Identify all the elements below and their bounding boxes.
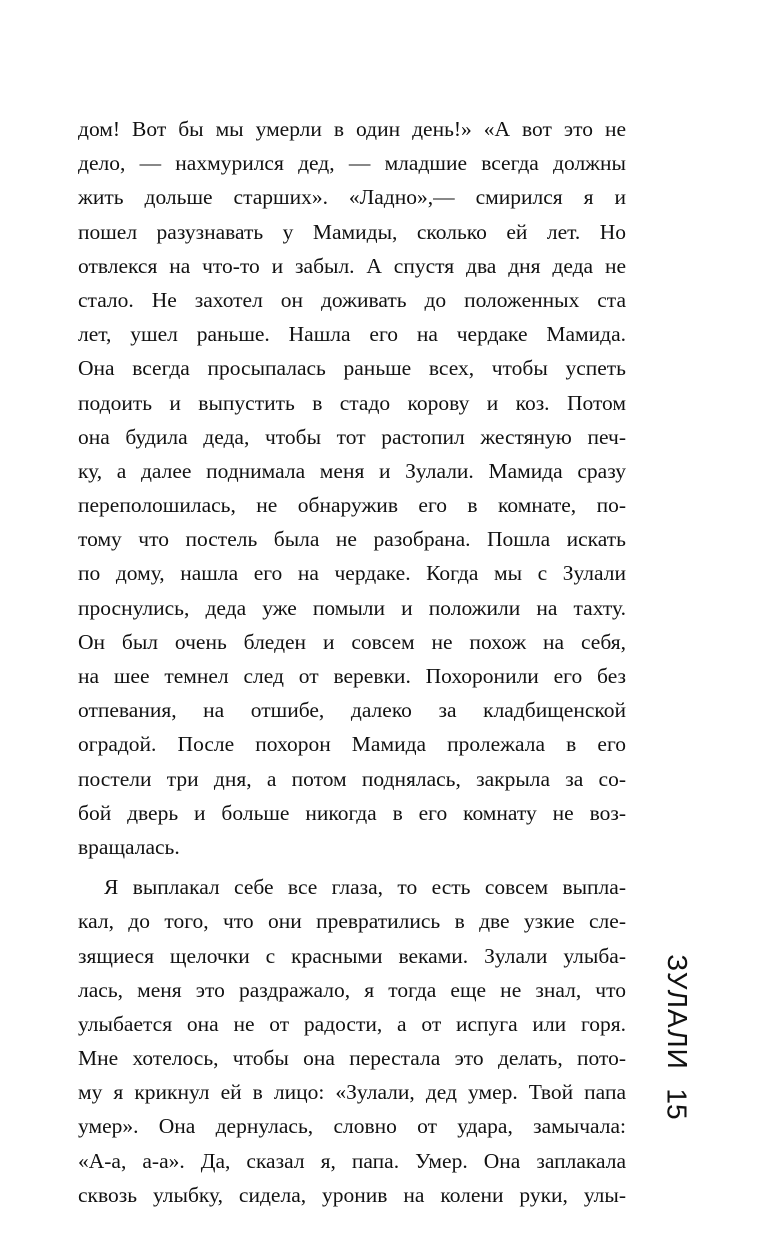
- page-number-text: 15: [662, 1088, 693, 1120]
- text-line: дом! Вот бы мы умерли в один день!» «А вот это не: [78, 117, 626, 141]
- text-line: отвлекся на что-то и забыл. А спустя два дня деда не: [78, 253, 626, 278]
- running-title: [652, 954, 702, 1070]
- text-line: тому что постель была не разобрана. Пошла искать: [78, 527, 626, 552]
- text-line: на шее темнел след от веревки. Похоронили его без: [78, 664, 626, 688]
- text-line: сквозь улыбку, сидела, уронив на колени руки, улы-: [78, 1182, 626, 1207]
- text-line: Он был очень бледен и совсем не похож на себя,: [78, 629, 626, 654]
- text-line: проснулись, деда уже помыли и положили на тахту.: [78, 595, 626, 620]
- text-line: кал, до того, что они превратились в две узкие сле-: [78, 909, 626, 934]
- text-line: дело, — нахмурился дед, — младшие всегда должны: [78, 151, 626, 176]
- body-text: [78, 112, 626, 1212]
- text-line: Я выплакал себе все глаза, то есть совсем выпла-: [104, 875, 626, 900]
- text-line: отпевания, на отшибе, далеко за кладбищенской: [78, 698, 626, 723]
- text-line: ку, а далее поднимала меня и Зулали. Мамида сразу: [78, 458, 626, 483]
- text-line: зящиеся щелочки с красными веками. Зулали улыба-: [78, 943, 626, 968]
- text-line: стало. Не захотел он доживать до положенных ста: [78, 287, 626, 312]
- text-line: переполошилась, не обнаружив его в комнате, по-: [78, 493, 626, 518]
- text-line: лась, меня это раздражало, я тогда еще не знал, что: [78, 977, 626, 1002]
- text-line: му я крикнул ей в лицо: «Зулали, дед умер. Твой папа: [78, 1080, 626, 1105]
- text-line: Мне хотелось, чтобы она перестала это делать, пото-: [78, 1046, 626, 1071]
- page-number: [652, 1074, 702, 1134]
- text-line: оградой. После похорон Мамида пролежала в его: [78, 732, 626, 757]
- text-line: лет, ушел раньше. Нашла его на чердаке Мамида.: [78, 322, 626, 347]
- text-line: постели три дня, а потом поднялась, закрыла за со-: [78, 766, 626, 791]
- text-line: пошел разузнавать у Мамиды, сколько ей лет. Но: [78, 219, 626, 244]
- text-line: подоить и выпустить в стадо корову и коз. Потом: [78, 390, 626, 415]
- text-line: она будила деда, чтобы тот растопил жестяную печ-: [78, 424, 626, 449]
- text-line: Она всегда просыпалась раньше всех, чтобы успеть: [78, 356, 626, 381]
- text-line: улыбается она не от радости, а от испуга или горя.: [78, 1011, 626, 1036]
- paragraph-2: [78, 870, 626, 1212]
- text-line: «А-а, а-а». Да, сказал я, папа. Умер. Она заплакала: [78, 1148, 626, 1173]
- text-line: вращалась.: [78, 834, 180, 859]
- running-title-text: ЗУЛАЛИ: [662, 954, 693, 1070]
- text-line: бой дверь и больше никогда в его комнату не воз-: [78, 800, 626, 825]
- text-line: по дому, нашла его на чердаке. Когда мы с Зулали: [78, 561, 626, 586]
- text-line: умер». Она дернулась, словно от удара, замычала:: [78, 1114, 626, 1139]
- paragraph-1: [78, 112, 626, 864]
- text-line: жить дольше старших». «Ладно»,— смирился я и: [78, 185, 626, 210]
